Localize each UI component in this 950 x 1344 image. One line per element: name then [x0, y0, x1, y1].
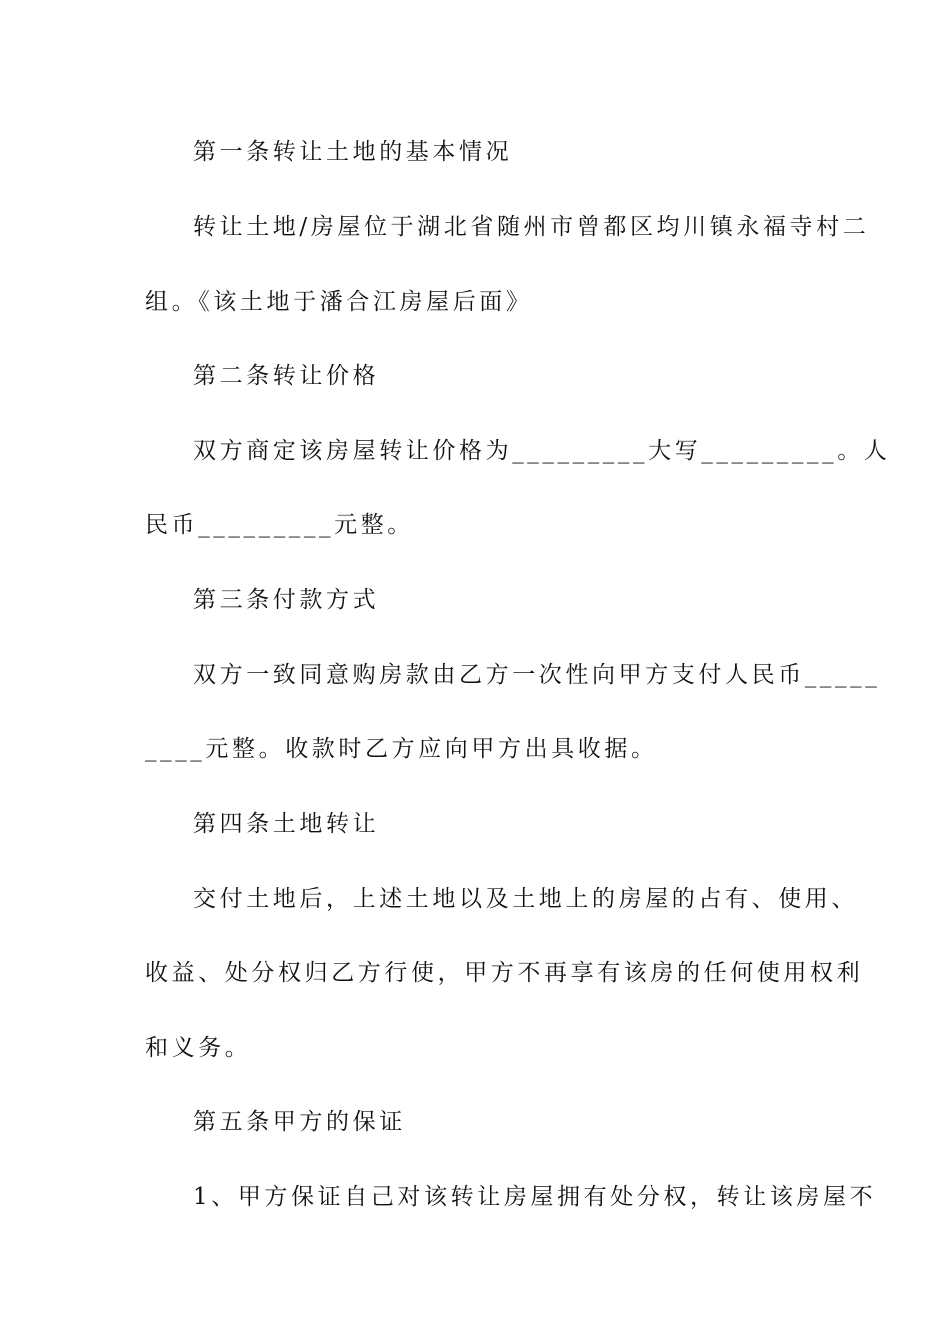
article-4-paragraph-line-1: 交付土地后，上述土地以及土地上的房屋的占有、使用、 — [193, 886, 858, 912]
article-4-paragraph-line-2: 收益、处分权归乙方行使，甲方不再享有该房的任何使用权利 — [145, 960, 864, 986]
article-3-heading: 第三条付款方式 — [193, 587, 380, 613]
article-5-paragraph-line-1: 1、甲方保证自己对该转让房屋拥有处分权，转让该房屋不 — [193, 1184, 877, 1210]
article-1-paragraph-line-2: 组。《该土地于潘合江房屋后面》 — [145, 289, 533, 315]
article-2-heading: 第二条转让价格 — [193, 363, 380, 389]
article-3-paragraph-line-1: 双方一致同意购房款由乙方一次性向甲方支付人民币_____ — [193, 662, 881, 688]
article-1-paragraph-line-1: 转让土地/房屋位于湖北省随州市曾都区均川镇永福寺村二 — [193, 214, 870, 240]
article-4-paragraph-line-3: 和义务。 — [145, 1035, 252, 1061]
article-2-paragraph-line-2: 民币_________元整。 — [145, 512, 414, 538]
article-5-heading: 第五条甲方的保证 — [193, 1109, 406, 1135]
article-2-paragraph-line-1: 双方商定该房屋转让价格为_________大写_________。人 — [193, 438, 891, 464]
article-3-paragraph-line-2: ____元整。收款时乙方应向甲方出具收据。 — [145, 736, 658, 762]
article-1-heading: 第一条转让土地的基本情况 — [193, 139, 513, 165]
article-4-heading: 第四条土地转让 — [193, 811, 380, 837]
